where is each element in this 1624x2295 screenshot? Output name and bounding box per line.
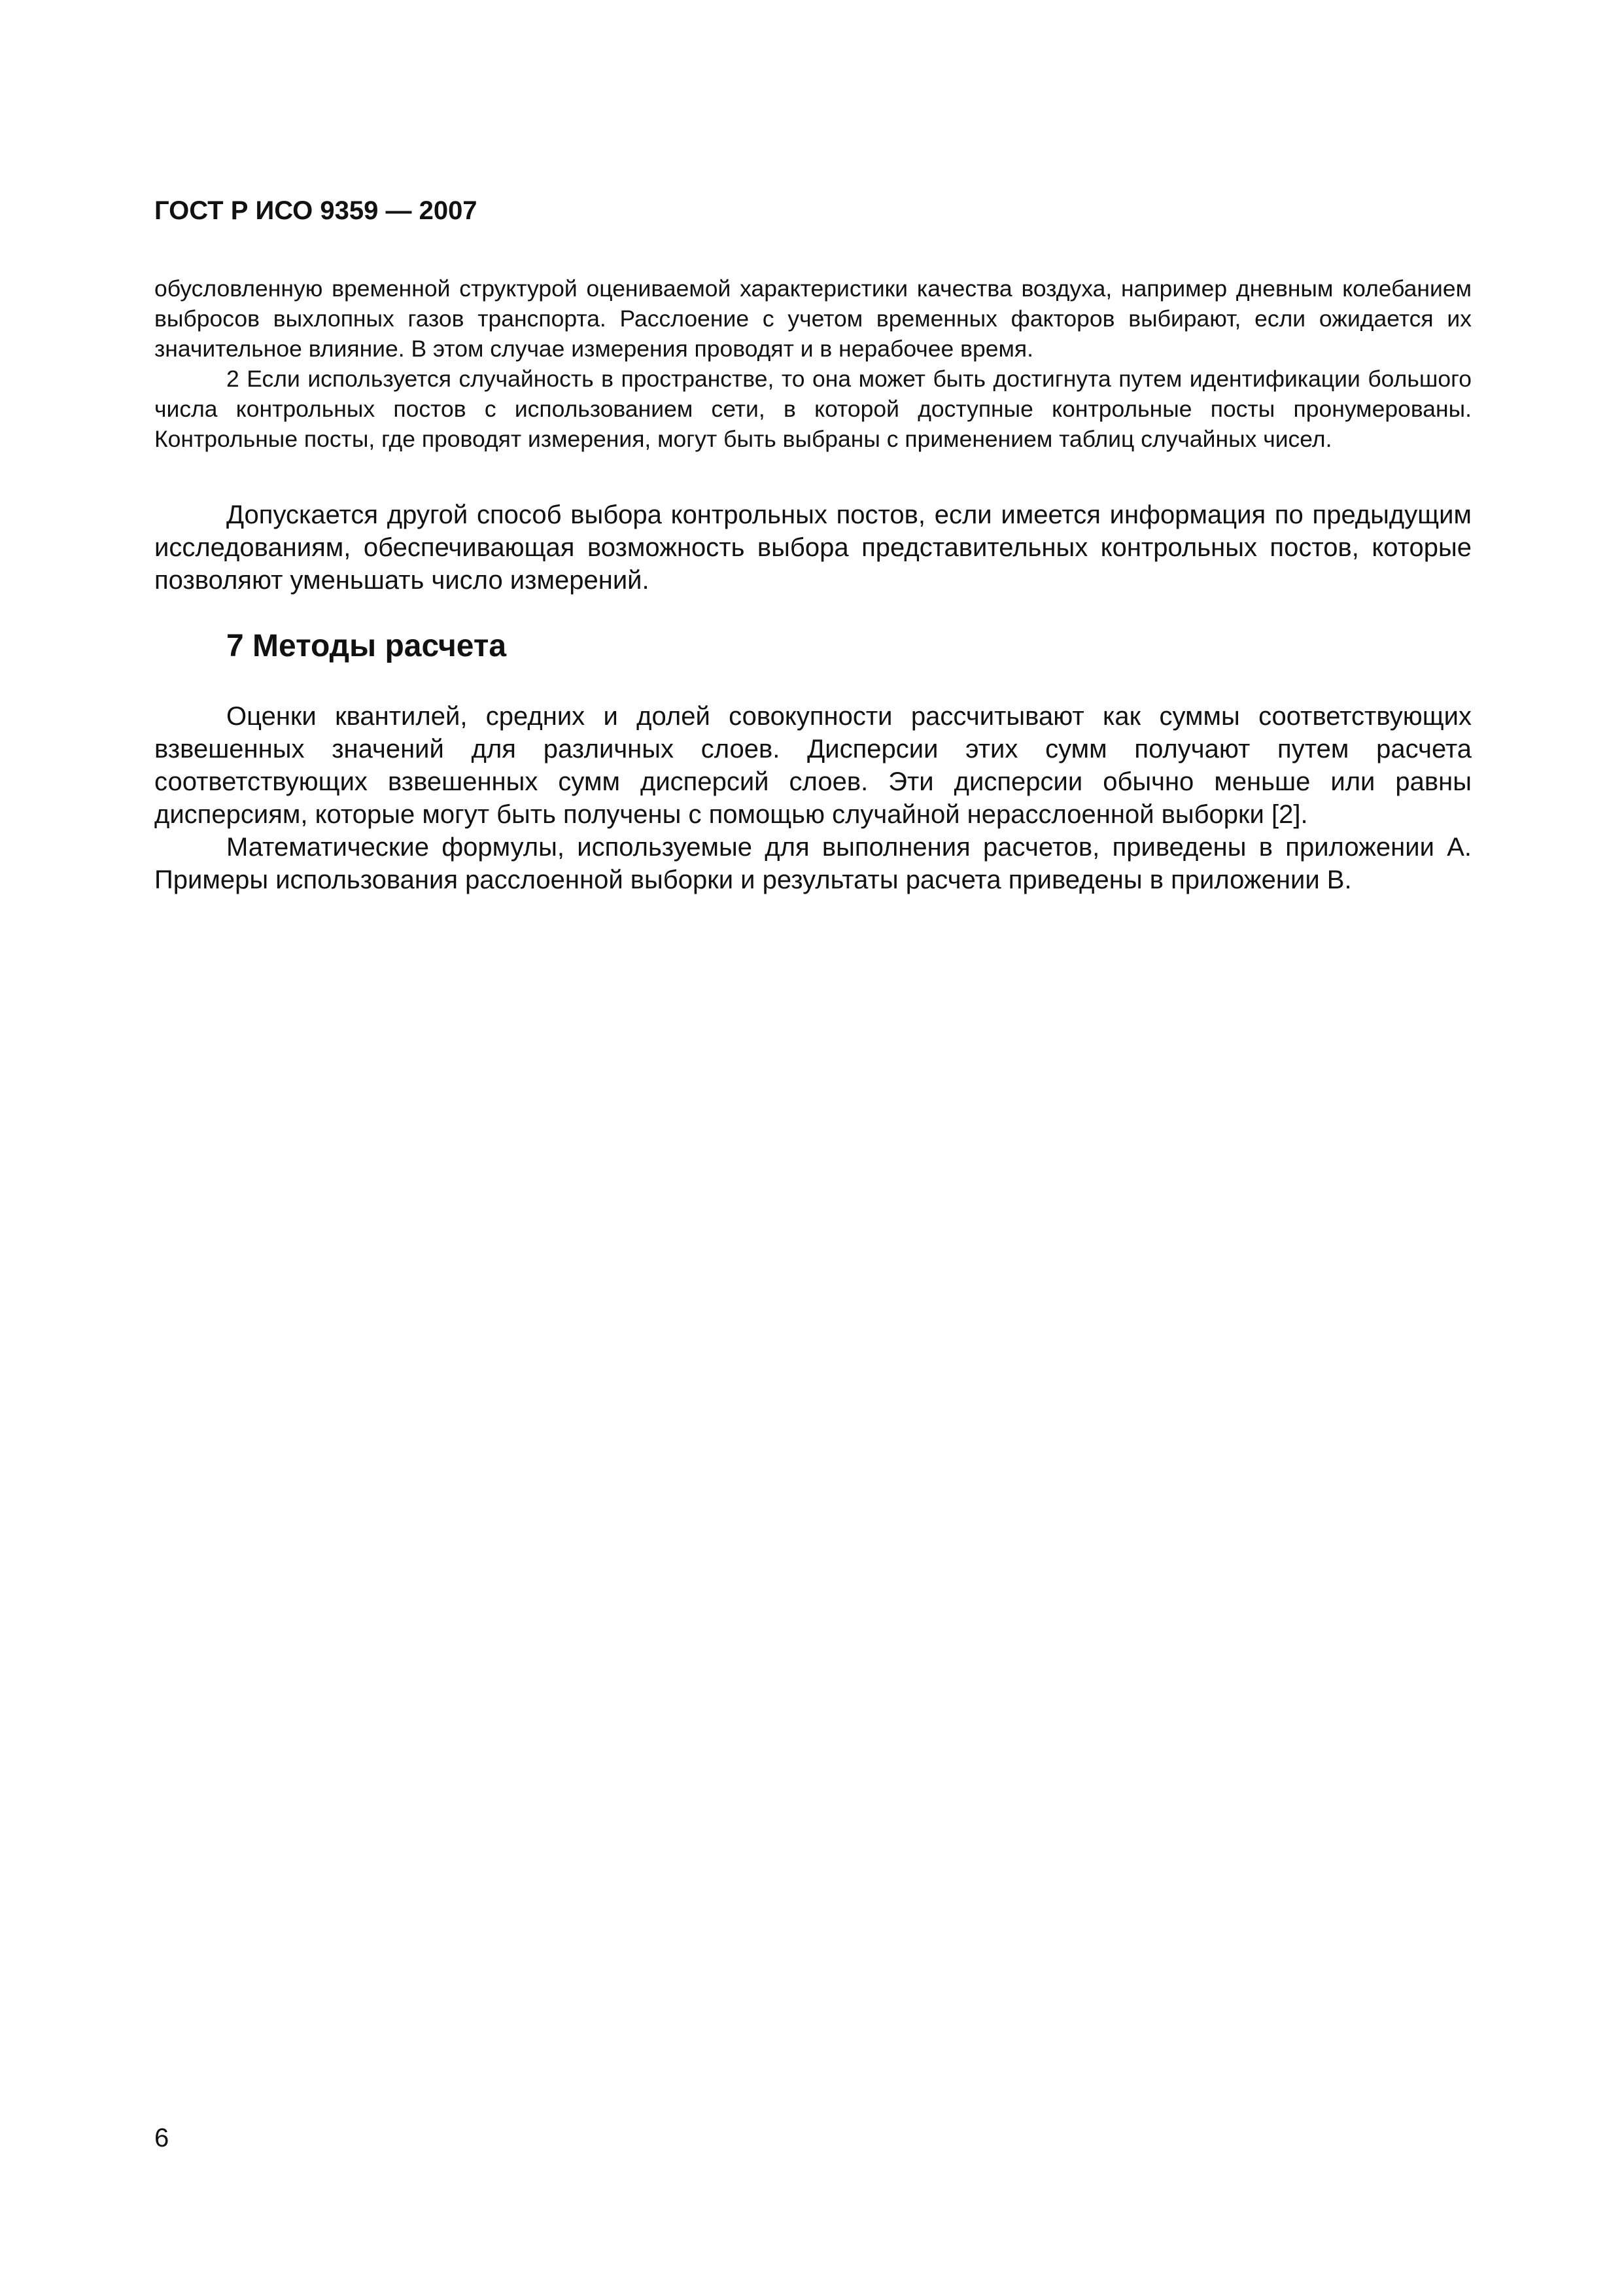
body-block (154, 499, 1472, 597)
note-2: 2 Если используется случайность в пространстве, то она может быть достигнута путем идентификации большого числа контрольных постов с использованием сети, в которой доступные контрольные посты пронумерованы. Контрольные посты, где проводят измерения, могут быть выбраны с применением таблиц случайных чисел. (154, 366, 1472, 452)
notes-block (154, 273, 1472, 454)
note-continuation: обусловленную временной структурой оцениваемой характеристики качества воздуха, например дневным колебанием выбросов выхлопных газов транспорта. Расслоение с учетом временных факторов выбирают, если ожидается их значительное влияние. В этом случае измерения проводят и в нерабочее время. (154, 275, 1472, 362)
section-7-paragraph-2: Математические формулы, используемые для выполнения расчетов, приведены в приложении А. Примеры использования расслоенной выборки и результаты расчета приведены в приложении В. (154, 833, 1472, 894)
document-header: ГОСТ Р ИСО 9359 — 2007 (154, 196, 477, 225)
section-7-paragraph-1: Оценки квантилей, средних и долей совокупности рассчитывают как суммы соответствующих взвешенных значений для различных слоев. Дисперсии этих сумм получают путем расчета соответствующих взвешенных сумм дисперсий слоев. Эти дисперсии обычно меньше или равны дисперсиям, которые могут быть получены с помощью случайной нерасслоенной выборки [2]. (154, 702, 1472, 829)
section-title: 7 Методы расчета (226, 629, 507, 663)
body-paragraph: Допускается другой способ выбора контрольных постов, если имеется информация по предыдущим исследованиям, обеспечивающая возможность выбора представительных контрольных постов, которые позволяют уменьшать число измерений. (154, 500, 1472, 595)
section-7-content (154, 700, 1472, 896)
page-number: 6 (154, 2124, 169, 2152)
